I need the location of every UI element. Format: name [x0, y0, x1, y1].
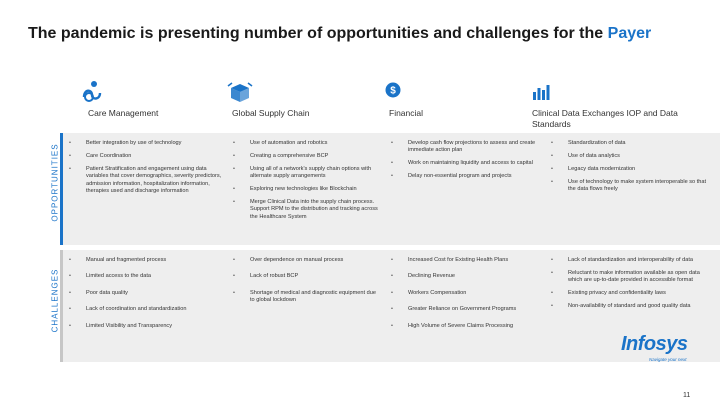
list-item: • Reluctant to make information available as open data which are up-to-date provided in accessible format: [548, 270, 708, 285]
list-item: • Declining Revenue: [388, 273, 538, 280]
list-item: • Use of technology to make system interoperable so that the data flows freely: [548, 179, 708, 194]
column-header-care: Care Management: [88, 108, 159, 118]
list-item: • Increased Cost for Existing Health Plans: [388, 257, 538, 264]
list-item: • Patient Stratification and engagement using data variables that cover demographics, severity predictors, admission information, hospitalization information, therapies used and discharge information: [66, 166, 226, 196]
list-item: • Legacy data modernization: [548, 166, 708, 173]
list-item: • Creating a comprehensive BCP: [230, 153, 380, 160]
dollar-icon: [385, 82, 401, 98]
list-item: • Lack of robust BCP: [230, 273, 380, 280]
column-header-supply: Global Supply Chain: [232, 108, 310, 118]
list-item: • Non-availability of standard and good quality data: [548, 303, 708, 310]
opportunities-supply-cell: [230, 140, 380, 227]
list-item: • Work on maintaining liquidity and access to capital: [388, 160, 538, 167]
opportunities-accent-bar: [60, 133, 63, 245]
page-title: The pandemic is presenting number of opportunities and challenges for the Payer: [28, 25, 652, 42]
list-item: • Using all of a network's supply chain options with alternate supply arrangements: [230, 166, 380, 181]
bar-chart-icon: [532, 84, 550, 100]
list-item: • Use of automation and robotics: [230, 140, 380, 147]
svg-text:$: $: [390, 85, 396, 97]
challenges-label: CHALLENGES: [50, 268, 60, 333]
list-item: • Over dependence on manual process: [230, 257, 380, 264]
list-item: • Lack of coordination and standardization: [66, 306, 226, 313]
list-item: • Existing privacy and confidentiality laws: [548, 290, 708, 297]
logo-tagline: Navigate your next: [649, 357, 687, 362]
infosys-logo: Infosys: [621, 333, 688, 355]
opportunities-label: OPPORTUNITIES: [50, 143, 60, 222]
list-item: • Shortage of medical and diagnostic equipment due to global lockdown: [230, 290, 380, 305]
title-accent: Payer: [607, 25, 652, 42]
list-item: • Care Coordination: [66, 153, 226, 160]
challenges-clinical-cell: [548, 257, 708, 316]
list-item: • Poor data quality: [66, 290, 226, 297]
opportunities-clinical-cell: [548, 140, 708, 199]
opportunities-care-cell: [66, 140, 226, 201]
column-header-clinical: Clinical Data Exchanges IOP and Data Standards: [532, 108, 678, 129]
list-item: • Better integration by use of technology: [66, 140, 226, 147]
care-management-icon: [80, 79, 104, 103]
list-item: • Use of data analytics: [548, 153, 708, 160]
challenges-supply-cell: [230, 257, 380, 310]
list-item: • Delay non-essential program and projects: [388, 173, 538, 180]
challenges-care-cell: [66, 257, 226, 336]
column-header-financial: Financial: [389, 108, 424, 118]
list-item: • Exploring new technologies like Blockchain: [230, 186, 380, 193]
page-number: 11: [683, 392, 691, 399]
list-item: • Workers Compensation: [388, 290, 538, 297]
challenges-accent-bar: [60, 250, 63, 362]
list-item: • Limited Visibility and Transparency: [66, 323, 226, 330]
list-item: • Greater Reliance on Government Programs: [388, 306, 538, 313]
challenges-financial-cell: [388, 257, 538, 336]
list-item: • Develop cash flow projections to assess and create immediate action plan: [388, 140, 538, 155]
list-item: • Merge Clinical Data into the supply chain process. Support RPM to the distribution and tracking across the Healthcare System: [230, 199, 380, 221]
opportunities-financial-cell: [388, 140, 538, 186]
list-item: • Standardization of data: [548, 140, 708, 147]
list-item: • Limited access to the data: [66, 273, 226, 280]
list-item: • High Volume of Severe Claims Processing: [388, 323, 538, 330]
list-item: • Manual and fragmented process: [66, 257, 226, 264]
list-item: • Lack of standardization and interoperability of data: [548, 257, 708, 264]
supply-chain-box-icon: [227, 80, 253, 104]
